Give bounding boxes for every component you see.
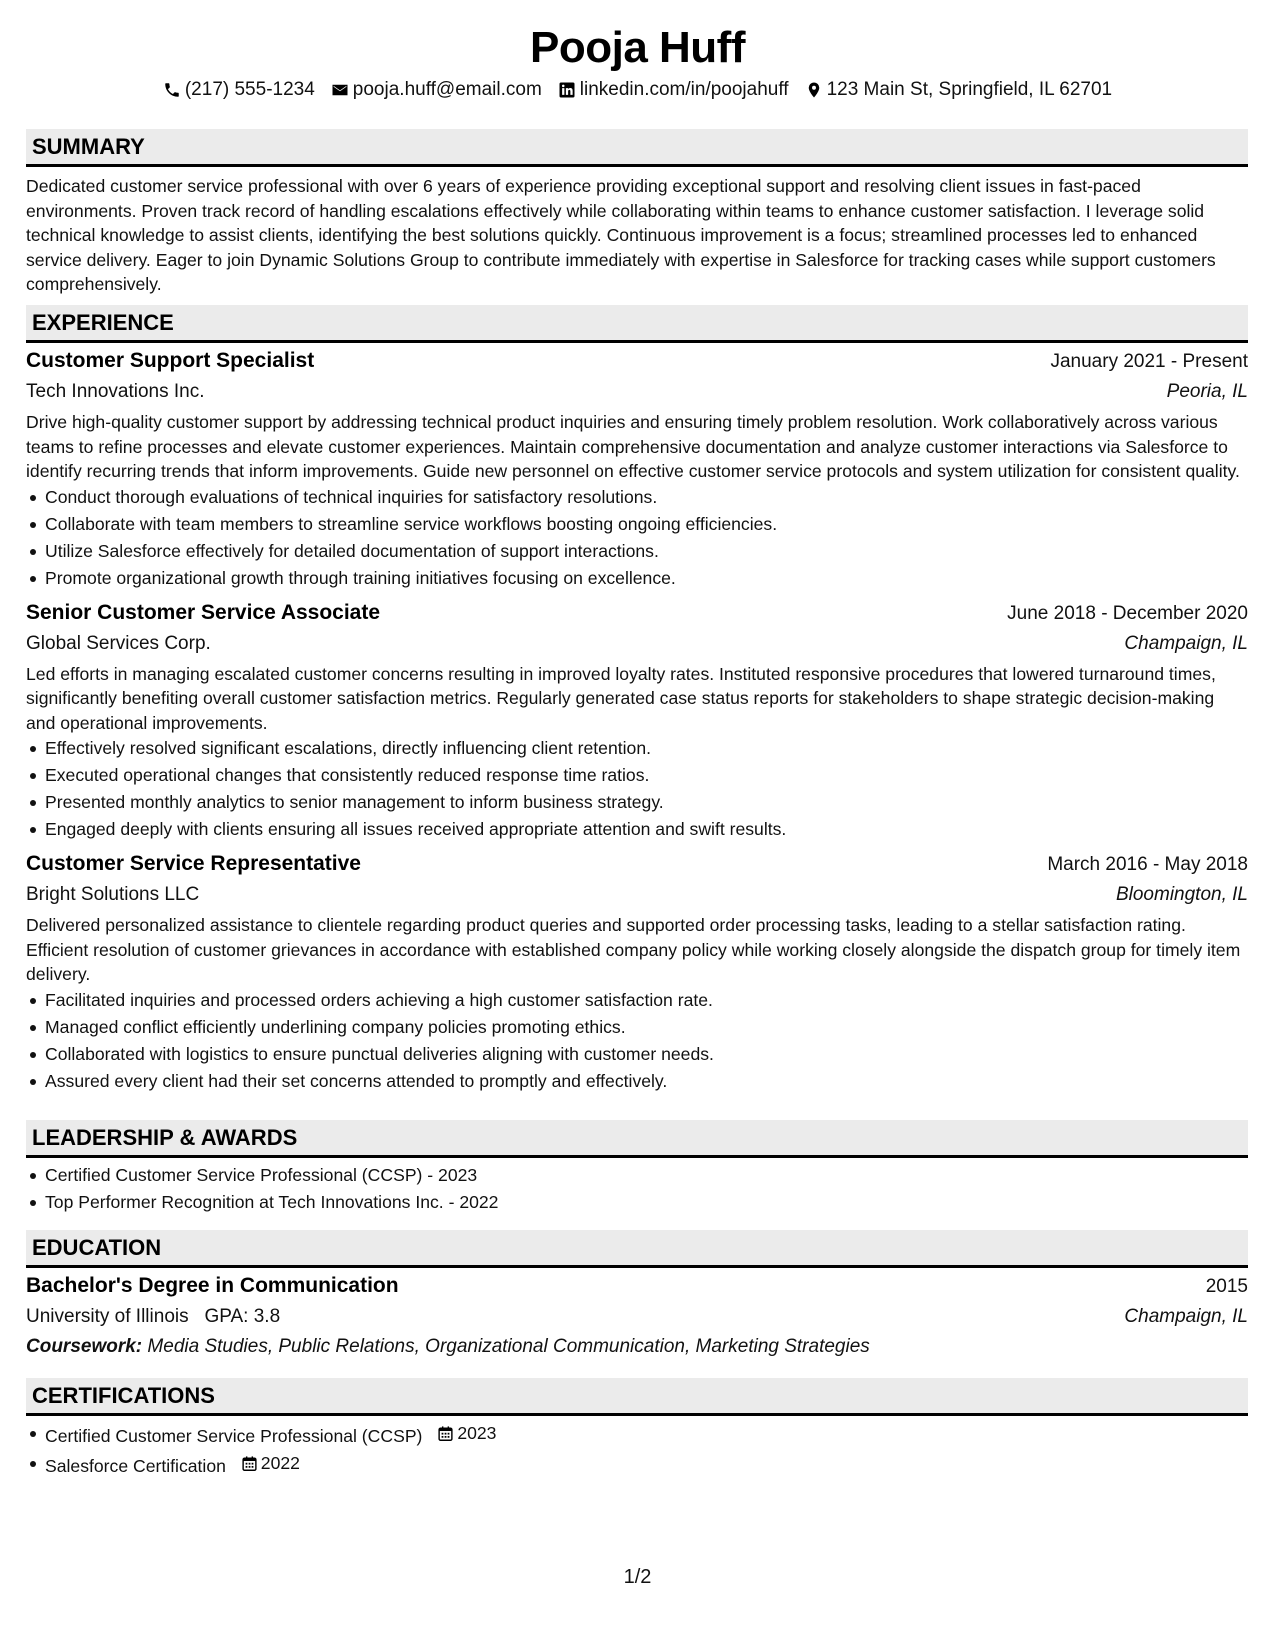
list-item: Collaborate with team members to streamline service workflows boosting ongoing efficiencies. <box>26 511 1248 538</box>
list-item: Collaborated with logistics to ensure punctual deliveries aligning with customer needs. <box>26 1041 1248 1068</box>
awards-list <box>26 1162 1248 1216</box>
job-location: Bloomington, IL <box>1115 884 1248 905</box>
phone-icon <box>163 81 181 99</box>
list-item: Engaged deeply with clients ensuring all issues received appropriate attention and swift results. <box>26 816 1248 843</box>
job-dates: January 2021 - Present <box>1050 351 1248 372</box>
section-header-certifications <box>26 1378 1248 1416</box>
phone-text: (217) 555-1234 <box>184 79 315 100</box>
list-item: Promote organizational growth through training initiatives focusing on excellence. <box>26 565 1248 592</box>
school-location: Champaign, IL <box>1124 1306 1248 1327</box>
page-number: 1/2 <box>623 1566 652 1588</box>
cert-name: Certified Customer Service Professional (CCSP) <box>45 1426 423 1446</box>
company-name: Bright Solutions LLC <box>26 884 200 905</box>
degree-title: Bachelor's Degree in Communication <box>26 1274 399 1297</box>
summary-section <box>26 129 1248 297</box>
contact-bar <box>0 78 1275 102</box>
section-title: EXPERIENCE <box>32 309 174 335</box>
email-text: pooja.huff@email.com <box>352 79 542 100</box>
job-bullets <box>26 987 1248 1095</box>
list-item: Managed conflict efficiently underlining company policies promoting ethics. <box>26 1014 1248 1041</box>
section-title: SUMMARY <box>32 133 145 159</box>
list-item: Utilize Salesforce effectively for detailed documentation of support interactions. <box>26 538 1248 565</box>
contact-linkedin[interactable] <box>558 78 789 102</box>
job-description: Drive high-quality customer support by addressing technical product inquiries and ensuring timely problem resolution. Work collaboratively across various teams to refine processes and elevate customer experiences. Maintain comprehensive documentation and analyze customer interactions via Salesforce to identify recurring trends that inform improvements. Guide new personnel on effective customer service protocols and system utilization for consistent quality. <box>26 412 1240 481</box>
cert-date <box>437 1420 496 1447</box>
job-title: Customer Support Specialist <box>26 349 315 372</box>
gpa: GPA: 3.8 <box>204 1306 281 1327</box>
cert-year: 2022 <box>260 1453 300 1473</box>
section-title: EDUCATION <box>32 1234 162 1260</box>
section-header-experience <box>26 305 1248 343</box>
list-item: Effectively resolved significant escalations, directly influencing client retention. <box>26 735 1248 762</box>
contact-email[interactable] <box>331 78 542 102</box>
contact-phone <box>163 78 315 102</box>
certifications-list <box>26 1420 1248 1480</box>
section-header-awards <box>26 1120 1248 1158</box>
address-text: 123 Main St, Springfield, IL 62701 <box>826 79 1113 100</box>
certifications-section <box>26 1378 1248 1480</box>
list-item <box>26 1420 1248 1450</box>
list-item: Certified Customer Service Professional (CCSP) - 2023 <box>26 1162 1248 1189</box>
job-description: Led efforts in managing escalated customer concerns resulting in improved loyalty rates. Instituted responsive procedures that lowered turnaround times, significantly benefiting overall customer satisfaction metrics. Regularly generated case status reports for stakeholders to shape strategic decision-making and operational improvements. <box>26 663 1216 733</box>
awards-section <box>26 1120 1248 1216</box>
section-header-education <box>26 1230 1248 1268</box>
job-entry <box>26 346 1248 592</box>
company-name: Global Services Corp. <box>26 632 211 654</box>
education-section <box>26 1230 1248 1362</box>
summary-text: Dedicated customer service professional with over 6 years of experience providing exceptional support and resolving client issues in fast-paced environments. Proven track record of handling escalations effectively while collaborating within teams to enhance customer satisfaction. I leverage solid technical knowledge to assist clients, identifying the best solutions quickly. Continuous improvement is a focus; streamlined processes led to enhanced service delivery. Eager to join Dynamic Solutions Group to contribute immediately with expertise in Salesforce for tracking cases while support customers comprehensively. <box>26 176 1216 294</box>
calendar-icon <box>241 1455 258 1472</box>
company-name: Tech Innovations Inc. <box>26 381 205 402</box>
list-item: Facilitated inquiries and processed orders achieving a high customer satisfaction rate. <box>26 987 1248 1014</box>
section-title: CERTIFICATIONS <box>32 1382 215 1408</box>
job-bullets <box>26 735 1248 843</box>
job-location: Champaign, IL <box>1124 632 1248 654</box>
job-dates: March 2016 - May 2018 <box>1047 854 1248 875</box>
cert-name: Salesforce Certification <box>45 1456 226 1476</box>
experience-section <box>26 305 1248 1095</box>
list-item: Conduct thorough evaluations of technical inquiries for satisfactory resolutions. <box>26 484 1248 511</box>
list-item: Assured every client had their set concerns attended to promptly and effectively. <box>26 1068 1248 1095</box>
envelope-icon <box>331 81 349 99</box>
map-pin-icon <box>805 81 823 99</box>
list-item: Executed operational changes that consistently reduced response time ratios. <box>26 762 1248 789</box>
cert-year: 2023 <box>457 1423 497 1443</box>
job-location: Peoria, IL <box>1166 381 1248 402</box>
job-title: Senior Customer Service Associate <box>26 600 381 624</box>
education-entry <box>26 1271 1248 1362</box>
school-line <box>26 1302 280 1332</box>
coursework-list: Media Studies, Public Relations, Organizational Communication, Marketing Strategies <box>147 1336 870 1357</box>
school-name: University of Illinois <box>26 1306 189 1327</box>
job-entry <box>26 598 1248 844</box>
contact-address <box>805 78 1113 102</box>
candidate-name: Pooja Huff <box>530 23 745 72</box>
coursework-label: Coursework: <box>26 1336 143 1357</box>
list-item: Top Performer Recognition at Tech Innovations Inc. - 2022 <box>26 1189 1248 1216</box>
cert-date <box>241 1450 300 1477</box>
job-entry <box>26 849 1248 1095</box>
list-item <box>26 1450 1248 1480</box>
job-title: Customer Service Representative <box>26 852 361 875</box>
section-title: LEADERSHIP & AWARDS <box>32 1124 298 1150</box>
job-description: Delivered personalized assistance to clientele regarding product queries and supported order processing tasks, leading to a stellar satisfaction rating. Efficient resolution of customer grievances in accordance with established company policy while working closely alongside the dispatch group for timely item delivery. <box>26 915 1241 984</box>
calendar-icon <box>437 1425 454 1442</box>
list-item: Presented monthly analytics to senior management to inform business strategy. <box>26 789 1248 816</box>
job-dates: June 2018 - December 2020 <box>1007 602 1248 624</box>
resume-header <box>0 0 1275 102</box>
graduation-year: 2015 <box>1205 1276 1248 1297</box>
coursework-line <box>26 1332 1248 1362</box>
linkedin-text: linkedin.com/in/poojahuff <box>579 79 789 100</box>
section-header-summary <box>26 129 1248 167</box>
job-bullets <box>26 484 1248 592</box>
linkedin-icon <box>558 81 576 99</box>
